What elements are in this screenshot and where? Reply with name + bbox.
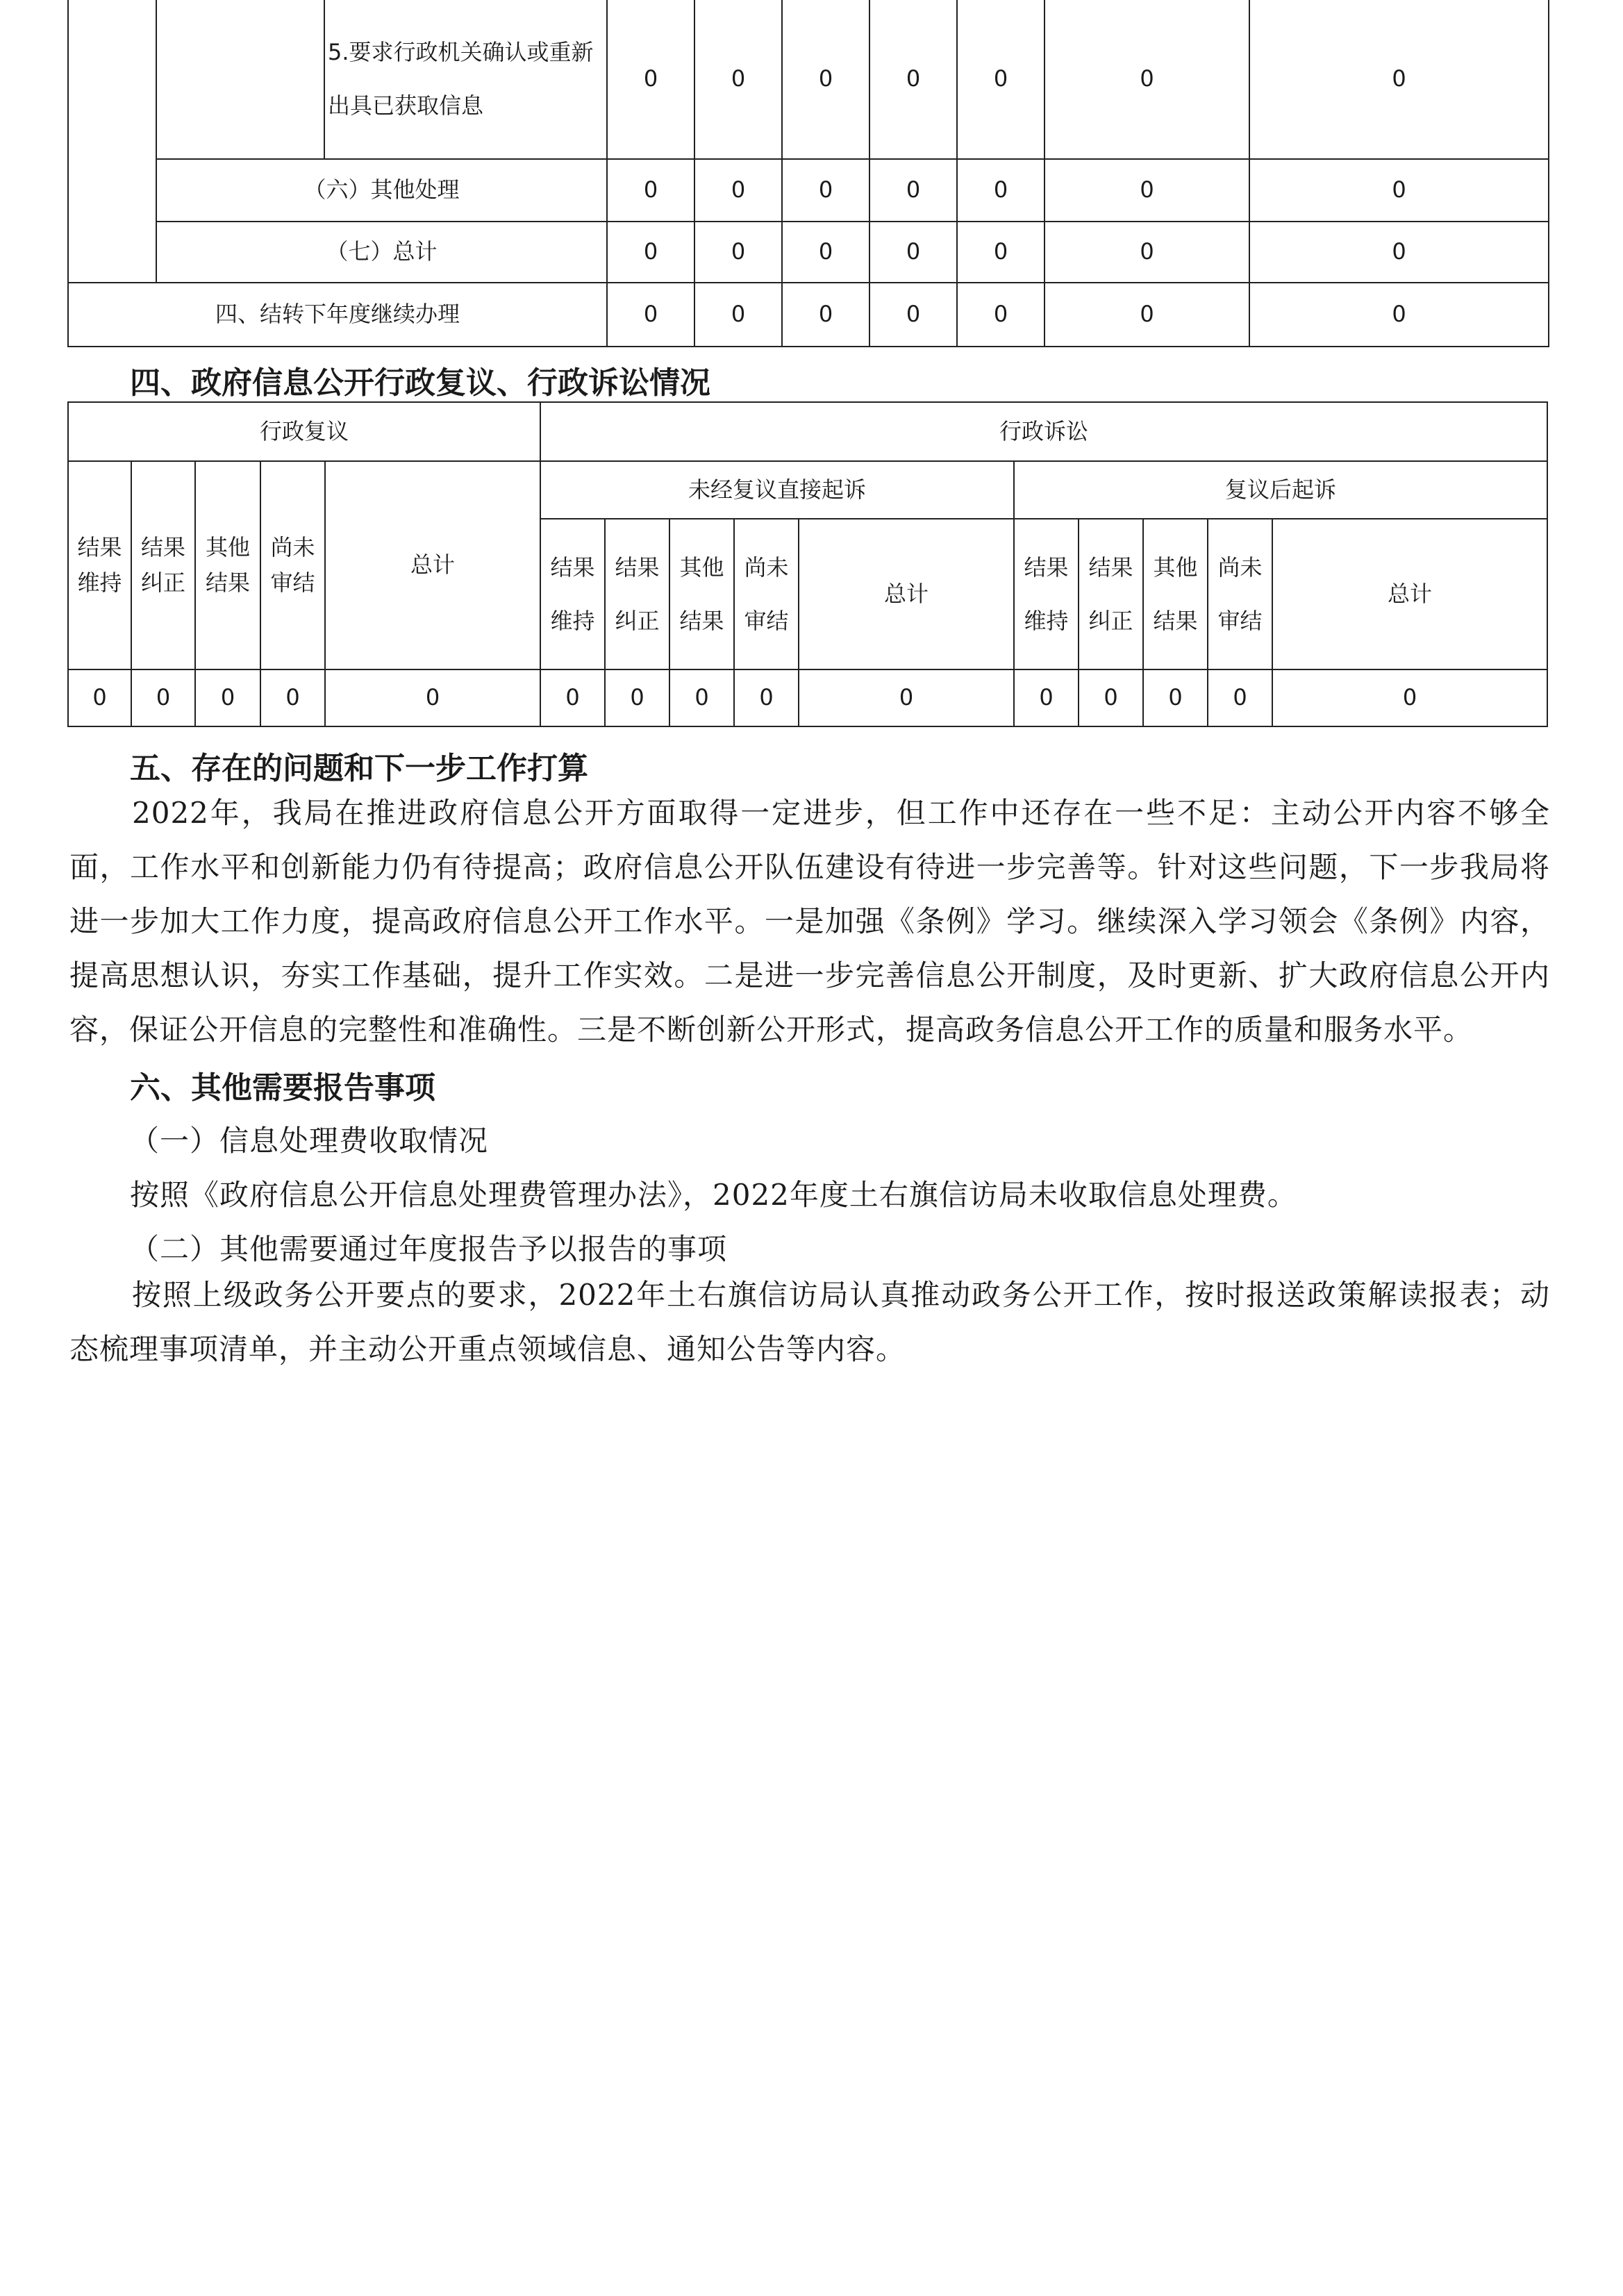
col-header: 总计 <box>325 461 540 669</box>
col-header: 其他结果 <box>669 519 734 669</box>
table-cell: 0 <box>957 159 1044 222</box>
table-cell: 0 <box>325 669 540 726</box>
col-header: 结果纠正 <box>131 461 195 669</box>
col-header: 其他结果 <box>195 461 260 669</box>
table-row <box>68 402 1547 461</box>
col-header: 尚未审结 <box>260 461 325 669</box>
table-cell: 0 <box>694 0 782 159</box>
table-cell: 0 <box>694 159 782 222</box>
subsection-2-title: （二）其他需要通过年度报告予以报告的事项 <box>130 1232 728 1266</box>
row-label: 四、结转下年度继续办理 <box>68 283 607 347</box>
table-cell: 0 <box>957 222 1044 283</box>
table-cell: 0 <box>1044 222 1249 283</box>
table-cell: 0 <box>68 669 131 726</box>
table-cell: 0 <box>1249 159 1549 222</box>
col-header: 总计 <box>1272 519 1547 669</box>
row-label: 5.要求行政机关确认或重新出具已获取信息 <box>324 0 607 159</box>
section-5-paragraph: 2022年，我局在推进政府信息公开方面取得一定进步，但工作中还存在一些不足：主动公开内容不够全面，工作水平和创新能力仍有待提高；政府信息公开队伍建设有待进一步完善等。针对这些问题，下一步我局将进一步加大工作力度，提高政府信息公开工作水平。一是加强《条例》学习。继续深入学习领会《条例》内容，提高思想认识，夯实工作基础，提升工作实效。二是进一步完善信息公开制度，及时更新、扩大政府信息公开内容，保证公开信息的完整性和准确性。三是不断创新公开形式，提高政务信息公开工作的质量和服务水平。 <box>69 796 1550 1047</box>
table-cell <box>156 0 324 159</box>
table-cell: 0 <box>869 222 957 283</box>
table-cell: 0 <box>1249 283 1549 347</box>
review-header: 行政复议 <box>68 402 540 461</box>
section-5-heading: 五、存在的问题和下一步工作打算 <box>130 751 588 786</box>
row-label: （六）其他处理 <box>156 159 607 222</box>
table-cell: 0 <box>1044 283 1249 347</box>
table-cell: 0 <box>957 283 1044 347</box>
table-cell: 0 <box>1079 669 1143 726</box>
table-cell: 0 <box>260 669 325 726</box>
application-handling-table <box>67 0 1549 347</box>
subsection-1-text: 按照《政府信息公开信息处理费管理办法》，2022年度土右旗信访局未收取信息处理费。 <box>130 1178 1297 1212</box>
table-cell: 0 <box>694 283 782 347</box>
direct-header: 未经复议直接起诉 <box>540 461 1014 519</box>
section-6-heading: 六、其他需要报告事项 <box>130 1070 435 1106</box>
table-cell: 0 <box>131 669 195 726</box>
table-cell: 0 <box>782 283 869 347</box>
table-cell: 0 <box>734 669 799 726</box>
section-4-heading: 四、政府信息公开行政复议、行政诉讼情况 <box>130 365 710 401</box>
table-row <box>68 283 1549 347</box>
after-review-header: 复议后起诉 <box>1014 461 1547 519</box>
col-header: 结果维持 <box>1014 519 1079 669</box>
subsection-2-text: 按照上级政务公开要点的要求，2022年土右旗信访局认真推动政务公开工作，按时报送政策解读报表；动态梳理事项清单，并主动公开重点领域信息、通知公告等内容。 <box>69 1278 1550 1366</box>
table-row <box>68 461 1547 519</box>
litigation-header: 行政诉讼 <box>540 402 1547 461</box>
table-row <box>68 159 1549 222</box>
table-cell: 0 <box>669 669 734 726</box>
table-cell: 0 <box>195 669 260 726</box>
col-header: 结果维持 <box>68 461 131 669</box>
table-cell: 0 <box>799 669 1014 726</box>
table-cell: 0 <box>782 159 869 222</box>
col-header: 结果纠正 <box>605 519 669 669</box>
table-row <box>68 0 1549 159</box>
subsection-1-title: （一）信息处理费收取情况 <box>130 1124 489 1158</box>
table-cell: 0 <box>605 669 669 726</box>
table-cell: 0 <box>782 0 869 159</box>
table-cell: 0 <box>869 159 957 222</box>
table-cell: 0 <box>957 0 1044 159</box>
table-cell <box>68 0 156 283</box>
table-row <box>68 222 1549 283</box>
table-cell: 0 <box>607 0 694 159</box>
table-cell: 0 <box>1249 0 1549 159</box>
row-label: （七）总计 <box>156 222 607 283</box>
table-cell: 0 <box>869 283 957 347</box>
table-cell: 0 <box>540 669 605 726</box>
col-header: 尚未审结 <box>1208 519 1272 669</box>
table-cell: 0 <box>1014 669 1079 726</box>
table-cell: 0 <box>869 0 957 159</box>
col-header: 尚未审结 <box>734 519 799 669</box>
review-litigation-table <box>67 401 1548 727</box>
table-cell: 0 <box>607 283 694 347</box>
col-header: 结果维持 <box>540 519 605 669</box>
col-header: 总计 <box>799 519 1014 669</box>
table-cell: 0 <box>1143 669 1208 726</box>
table-cell: 0 <box>1044 159 1249 222</box>
table-cell: 0 <box>1208 669 1272 726</box>
table-cell: 0 <box>1044 0 1249 159</box>
table-cell: 0 <box>607 222 694 283</box>
col-header: 结果纠正 <box>1079 519 1143 669</box>
col-header: 其他结果 <box>1143 519 1208 669</box>
table-row <box>68 669 1547 726</box>
table-cell: 0 <box>607 159 694 222</box>
table-cell: 0 <box>782 222 869 283</box>
table-cell: 0 <box>1272 669 1547 726</box>
table-cell: 0 <box>694 222 782 283</box>
table-cell: 0 <box>1249 222 1549 283</box>
